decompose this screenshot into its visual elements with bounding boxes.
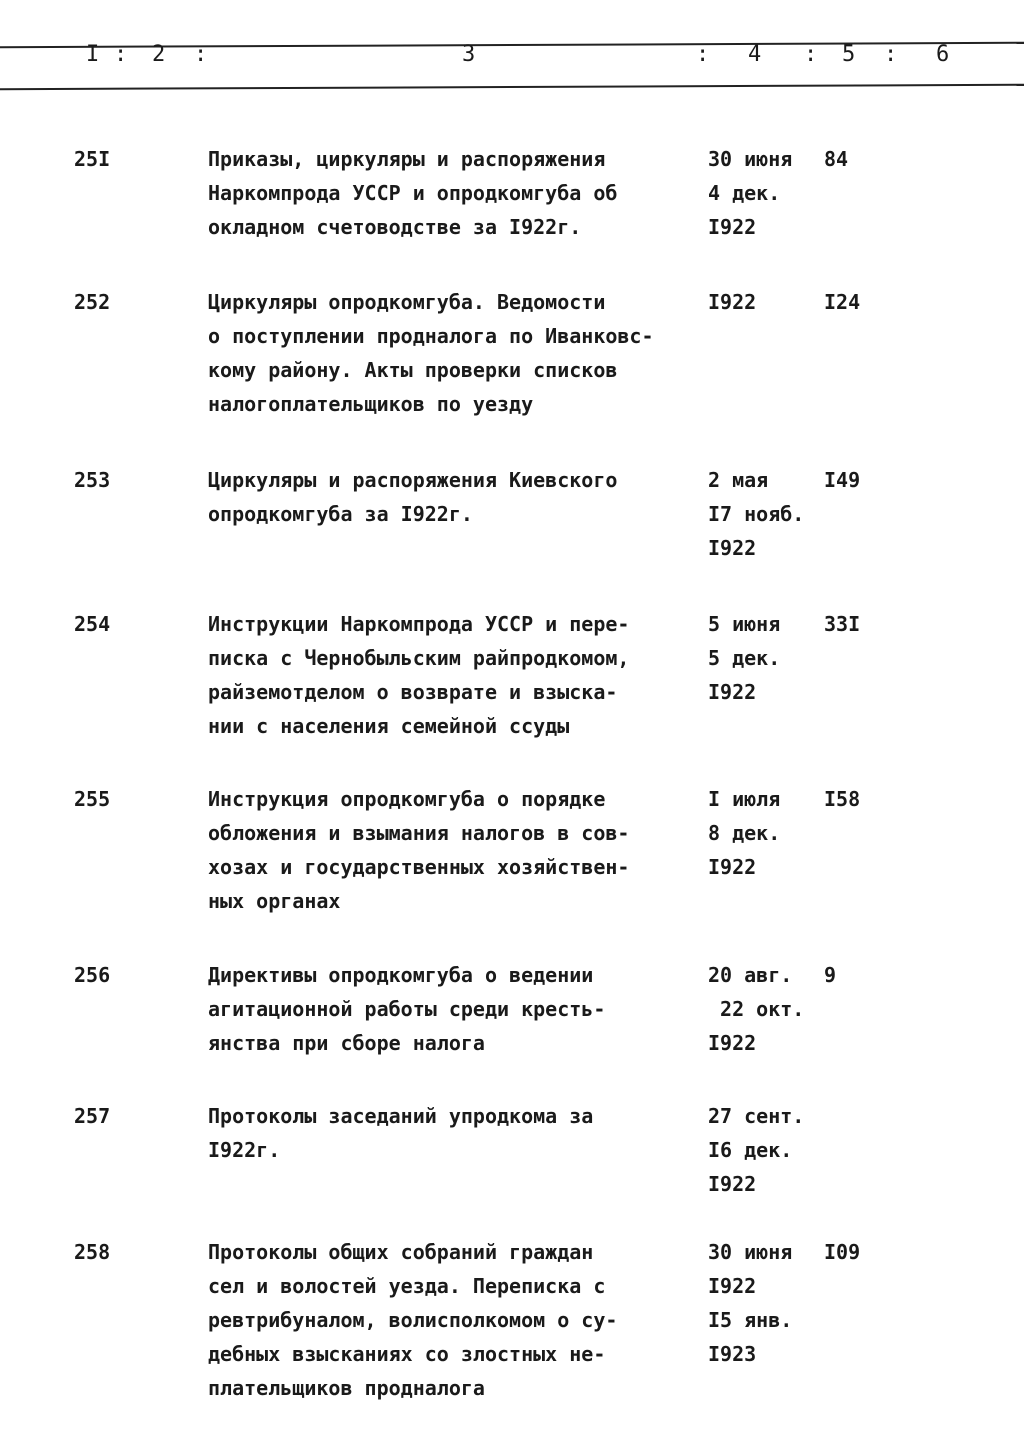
description-line: дебных взысканиях со злостных не-: [208, 1342, 606, 1366]
description-line: Циркуляры опродкомгуба. Ведомости: [208, 290, 606, 314]
date-line: 30 июня: [708, 1240, 793, 1264]
sheet-count: 33I: [824, 612, 861, 636]
description-line: Инструкция опродкомгуба о порядке: [208, 787, 606, 811]
description-line: опродкомгуба за I922г.: [208, 502, 473, 526]
description-line: янства при сборе налога: [208, 1031, 485, 1055]
description-line: обложения и взымания налогов в сов-: [208, 821, 630, 845]
sheet-count: I09: [824, 1240, 861, 1264]
entry-dates: [708, 958, 804, 1060]
column-separator: :: [696, 42, 710, 67]
entry-number: 25I: [74, 147, 111, 171]
date-line: I922: [708, 1172, 757, 1196]
entry-description: [208, 463, 708, 531]
description-line: о поступлении продналога по Иванковс-: [208, 324, 654, 348]
description-line: налогоплательщиков по уезду: [208, 392, 534, 416]
date-line: I6 дек.: [708, 1138, 793, 1162]
entry-number: 258: [74, 1240, 111, 1264]
sheet-count: I58: [824, 787, 861, 811]
column-3-label: 3: [462, 42, 476, 67]
date-line: 4 дек.: [708, 181, 781, 205]
date-line: I922: [708, 1031, 757, 1055]
description-line: Протоколы общих собраний граждан: [208, 1240, 594, 1264]
date-line: 30 июня: [708, 147, 793, 171]
date-line: I922: [708, 536, 757, 560]
date-line: I7 нояб.: [708, 502, 805, 526]
description-line: кому району. Акты проверки списков: [208, 358, 618, 382]
entry-dates: [708, 782, 780, 884]
date-line: I922: [708, 855, 757, 879]
entry-description: [208, 1099, 708, 1167]
column-separator: :: [194, 42, 208, 67]
description-line: Наркомпрода УССР и опродкомгуба об: [208, 181, 618, 205]
description-line: Протоколы заседаний упродкома за: [208, 1104, 594, 1128]
date-line: I5 янв.: [708, 1308, 793, 1332]
date-line: 5 дек.: [708, 646, 781, 670]
date-line: 20 авг.: [708, 963, 793, 987]
column-separator: :: [884, 42, 898, 67]
entry-dates: [708, 1099, 804, 1201]
description-line: ных органах: [208, 889, 341, 913]
column-4-label: 4: [748, 42, 762, 67]
description-line: плательщиков продналога: [208, 1376, 485, 1400]
description-line: райземотделом о возврате и взыска-: [208, 680, 618, 704]
sheet-count: I49: [824, 468, 861, 492]
date-line: I922: [708, 680, 757, 704]
date-line: I922: [708, 215, 757, 239]
date-line: 2 мая: [708, 468, 769, 492]
entry-number: 255: [74, 787, 111, 811]
date-line: 5 июня: [708, 612, 781, 636]
column-1-label: I: [86, 42, 100, 67]
entry-dates: [708, 1235, 792, 1371]
description-line: хозах и государственных хозяйствен-: [208, 855, 630, 879]
date-line: 8 дек.: [708, 821, 781, 845]
sheet-count: 84: [824, 147, 849, 171]
date-line: I922: [708, 290, 757, 314]
entry-description: [208, 607, 708, 743]
date-line: I923: [708, 1342, 757, 1366]
entry-dates: [708, 285, 756, 319]
entry-description: [208, 285, 708, 421]
description-line: Циркуляры и распоряжения Киевского: [208, 468, 618, 492]
description-line: агитационной работы среди кресть-: [208, 997, 606, 1021]
header-bottom-rule: [0, 84, 1024, 90]
column-6-label: 6: [936, 42, 950, 67]
description-line: Инструкции Наркомпрода УССР и пере-: [208, 612, 630, 636]
description-line: ревтрибуналом, волисполкомом о су-: [208, 1308, 618, 1332]
column-5-label: 5: [842, 42, 856, 67]
column-2-label: 2: [152, 42, 166, 67]
description-line: I922г.: [208, 1138, 281, 1162]
entry-description: [208, 782, 708, 918]
date-line: I июля: [708, 787, 781, 811]
entry-description: [208, 958, 708, 1060]
date-line: 22 окт.: [708, 997, 805, 1021]
entry-number: 257: [74, 1104, 111, 1128]
description-line: Директивы опродкомгуба о ведении: [208, 963, 594, 987]
column-separator: :: [804, 42, 818, 67]
date-line: I922: [708, 1274, 757, 1298]
sheet-count: 9: [824, 963, 837, 987]
column-separator: :: [114, 42, 128, 67]
entry-description: [208, 1235, 708, 1405]
entry-dates: [708, 463, 804, 565]
description-line: нии с населения семейной ссуды: [208, 714, 570, 738]
entry-number: 253: [74, 468, 111, 492]
entry-dates: [708, 607, 780, 709]
entry-dates: [708, 142, 792, 244]
description-line: Приказы, циркуляры и распоряжения: [208, 147, 606, 171]
description-line: сел и волостей уезда. Переписка с: [208, 1274, 606, 1298]
description-line: окладном счетоводстве за I922г.: [208, 215, 582, 239]
date-line: 27 сент.: [708, 1104, 805, 1128]
entry-number: 252: [74, 290, 111, 314]
entry-number: 254: [74, 612, 111, 636]
sheet-count: I24: [824, 290, 861, 314]
description-line: писка с Чернобыльским райпродкомом,: [208, 646, 630, 670]
entry-number: 256: [74, 963, 111, 987]
entry-description: [208, 142, 708, 244]
